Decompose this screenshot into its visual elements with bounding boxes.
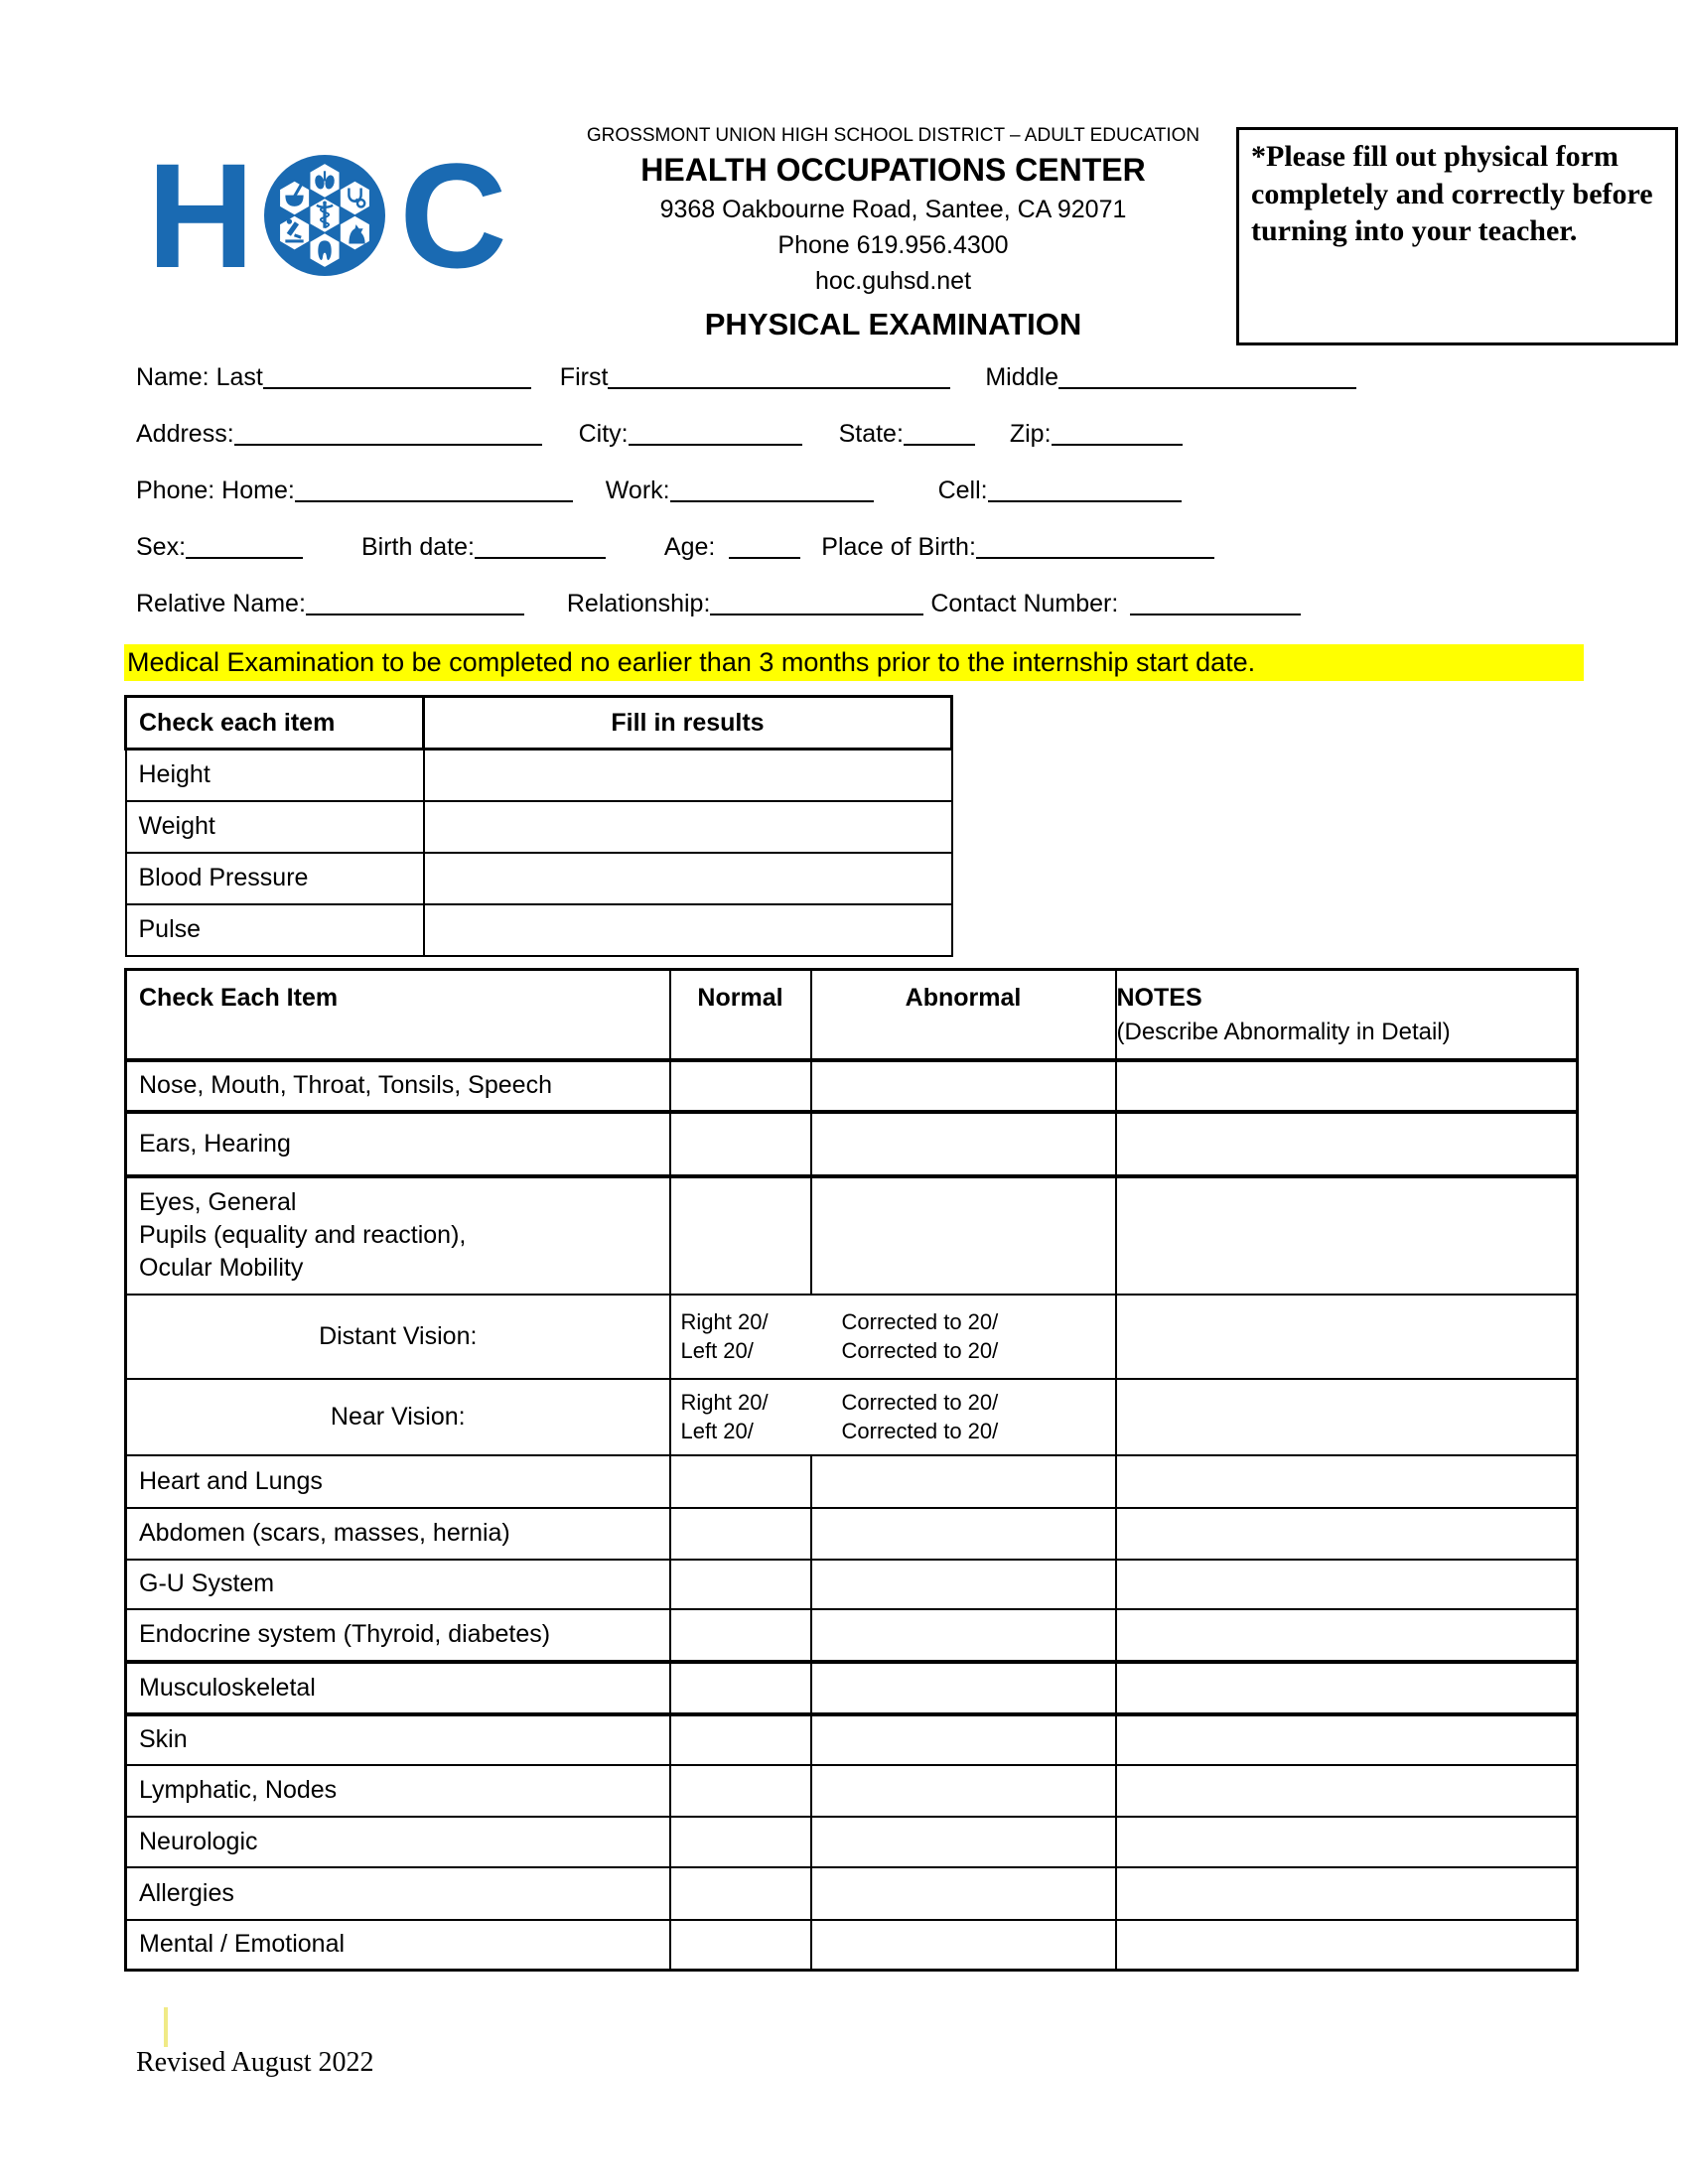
exam-row-near-vision: [126, 1379, 1578, 1455]
notes-cell[interactable]: [1116, 1176, 1578, 1295]
vitals-header-check-item: Check each item: [126, 697, 424, 750]
near-vision-left: Left 20/: [680, 1419, 754, 1443]
center-address: 9368 Oakbourne Road, Santee, CA 92071: [659, 196, 1127, 223]
normal-cell[interactable]: [670, 1112, 811, 1176]
normal-cell[interactable]: [670, 1817, 811, 1867]
city-label: City:: [578, 420, 629, 448]
exam-row-skin: [126, 1714, 1578, 1765]
abnormal-cell[interactable]: [811, 1662, 1116, 1714]
name-middle-label: Middle: [985, 363, 1059, 391]
exam-item-label: Lymphatic, Nodes: [126, 1765, 670, 1817]
blood-pressure-result-cell[interactable]: [424, 853, 952, 904]
state-field[interactable]: [904, 422, 975, 446]
exam-row-allergies: [126, 1867, 1578, 1920]
name-first-label: First: [559, 363, 609, 391]
abnormal-cell[interactable]: [811, 1609, 1116, 1662]
name-last-field[interactable]: [263, 365, 531, 389]
center-website: hoc.guhsd.net: [814, 267, 972, 295]
exam-row-nose-mouth: [126, 1060, 1578, 1112]
distant-vision-left: Left 20/: [680, 1338, 754, 1363]
exam-item-label: Endocrine system (Thyroid, diabetes): [126, 1609, 670, 1662]
notes-cell[interactable]: [1116, 1765, 1578, 1817]
field-row-demographics: [136, 533, 1586, 563]
notes-cell[interactable]: [1116, 1560, 1578, 1609]
patient-info-fields: [136, 363, 1586, 646]
address-label: Address:: [136, 420, 234, 448]
age-label: Age:: [663, 533, 716, 561]
exam-item-label: Abdomen (scars, masses, hernia): [126, 1508, 670, 1560]
exam-item-label: Ears, Hearing: [126, 1112, 670, 1176]
exam-item-label: Nose, Mouth, Throat, Tonsils, Speech: [126, 1060, 670, 1112]
sex-field[interactable]: [186, 535, 303, 559]
exam-item-label: G-U System: [126, 1560, 670, 1609]
pulse-result-cell[interactable]: [424, 904, 952, 956]
notes-cell[interactable]: [1116, 1379, 1578, 1455]
normal-cell[interactable]: [670, 1455, 811, 1508]
vitals-table: [124, 695, 953, 957]
birth-date-label: Birth date:: [360, 533, 475, 561]
name-last-label: Name: Last: [136, 363, 263, 391]
exam-row-heart-lungs: [126, 1455, 1578, 1508]
weight-result-cell[interactable]: [424, 801, 952, 853]
phone-cell-label: Cell:: [937, 477, 988, 504]
normal-cell[interactable]: [670, 1714, 811, 1765]
exam-item-label: Neurologic: [126, 1817, 670, 1867]
phone-work-label: Work:: [605, 477, 670, 504]
abnormal-cell[interactable]: [811, 1176, 1116, 1295]
abnormal-cell[interactable]: [811, 1765, 1116, 1817]
exam-row-endocrine: [126, 1609, 1578, 1662]
normal-cell[interactable]: [670, 1920, 811, 1971]
exam-item-label: Heart and Lungs: [126, 1455, 670, 1508]
teacher-note-box: *Please fill out physical form completely and correctly before turning into your teacher.: [1236, 127, 1678, 345]
district-line: GROSSMONT UNION HIGH SCHOOL DISTRICT – ADULT EDUCATION: [586, 125, 1200, 146]
exam-item-label: Skin: [126, 1714, 670, 1765]
phone-home-label: Phone: Home:: [136, 477, 295, 504]
field-row-relative: [136, 590, 1586, 619]
form-header: [548, 125, 1238, 342]
vitals-header-results: Fill in results: [424, 697, 952, 750]
normal-cell[interactable]: [670, 1060, 811, 1112]
logo-letter-h: H: [147, 132, 251, 299]
abnormal-cell[interactable]: [811, 1455, 1116, 1508]
exam-row-musculoskeletal: [126, 1662, 1578, 1714]
distant-vision-right: Right 20/: [680, 1309, 769, 1334]
sex-label: Sex:: [136, 533, 187, 561]
name-first-field[interactable]: [608, 365, 950, 389]
vitals-label: Blood Pressure: [126, 853, 424, 904]
distant-vision-values-cell[interactable]: [670, 1295, 1116, 1379]
place-of-birth-field[interactable]: [976, 535, 1214, 559]
notes-cell[interactable]: [1116, 1817, 1578, 1867]
place-of-birth-label: Place of Birth:: [821, 533, 976, 561]
exam-row-lymphatic: [126, 1765, 1578, 1817]
vitals-row-height: [126, 750, 952, 801]
vitals-label: Pulse: [126, 904, 424, 956]
abnormal-cell[interactable]: [811, 1508, 1116, 1560]
normal-cell[interactable]: [670, 1867, 811, 1920]
age-field[interactable]: [729, 535, 800, 559]
notes-cell[interactable]: [1116, 1920, 1578, 1971]
distant-vision-corrected-left: Corrected to 20/: [841, 1338, 999, 1363]
cursor-mark: [164, 2007, 168, 2047]
abnormal-cell[interactable]: [811, 1920, 1116, 1971]
phone-cell-field[interactable]: [988, 478, 1182, 502]
notes-cell[interactable]: [1116, 1060, 1578, 1112]
normal-cell[interactable]: [670, 1662, 811, 1714]
center-phone: Phone 619.956.4300: [777, 231, 1009, 259]
notes-cell[interactable]: [1116, 1508, 1578, 1560]
normal-cell[interactable]: [670, 1508, 811, 1560]
exam-item-label: Musculoskeletal: [126, 1662, 670, 1714]
vitals-label: Weight: [126, 801, 424, 853]
abnormal-cell[interactable]: [811, 1060, 1116, 1112]
vitals-row-blood-pressure: [126, 853, 952, 904]
distant-vision-label: Distant Vision:: [126, 1295, 670, 1379]
notes-cell[interactable]: [1116, 1609, 1578, 1662]
relationship-field[interactable]: [710, 592, 923, 615]
birth-date-field[interactable]: [475, 535, 606, 559]
normal-cell[interactable]: [670, 1176, 811, 1295]
exam-item-label: Eyes, General Pupils (equality and reaction), Ocular Mobility: [126, 1176, 670, 1295]
relationship-label: Relationship:: [566, 590, 711, 617]
contact-number-field[interactable]: [1130, 592, 1301, 615]
exam-header-notes: [1116, 970, 1578, 1060]
phone-work-field[interactable]: [670, 478, 874, 502]
vitals-label: Height: [126, 750, 424, 801]
notes-cell[interactable]: [1116, 1295, 1578, 1379]
notes-subtitle: (Describe Abnormality in Detail): [1116, 1019, 1451, 1045]
notes-cell[interactable]: [1116, 1867, 1578, 1920]
zip-field[interactable]: [1052, 422, 1183, 446]
revised-date: Revised August 2022: [136, 2047, 374, 2078]
city-field[interactable]: [629, 422, 802, 446]
exam-row-eyes: [126, 1176, 1578, 1295]
exam-item-label: Mental / Emotional: [126, 1920, 670, 1971]
near-vision-corrected-left: Corrected to 20/: [841, 1419, 999, 1443]
vitals-row-pulse: [126, 904, 952, 956]
normal-cell[interactable]: [670, 1765, 811, 1817]
examination-table: [124, 968, 1579, 1972]
near-vision-right: Right 20/: [680, 1390, 769, 1415]
medical-exam-notice: Medical Examination to be completed no earlier than 3 months prior to the internship start date.: [124, 644, 1584, 681]
center-name: HEALTH OCCUPATIONS CENTER: [640, 152, 1146, 188]
abnormal-cell[interactable]: [811, 1817, 1116, 1867]
exam-row-neurologic: [126, 1817, 1578, 1867]
phone-home-field[interactable]: [295, 478, 573, 502]
notes-cell[interactable]: [1116, 1455, 1578, 1508]
exam-row-gu-system: [126, 1560, 1578, 1609]
notes-cell[interactable]: [1116, 1112, 1578, 1176]
field-row-name: [136, 363, 1586, 393]
exam-row-distant-vision: [126, 1295, 1578, 1379]
near-vision-values-cell[interactable]: [670, 1379, 1116, 1455]
form-title: PHYSICAL EXAMINATION: [704, 307, 1082, 341]
abnormal-cell[interactable]: [811, 1714, 1116, 1765]
name-middle-field[interactable]: [1058, 365, 1356, 389]
near-vision-label: Near Vision:: [126, 1379, 670, 1455]
vitals-row-weight: [126, 801, 952, 853]
exam-header-check-item: Check Each Item: [126, 970, 670, 1060]
logo-letter-c: C: [399, 132, 503, 299]
hoc-logo: [147, 132, 503, 299]
field-row-address: [136, 420, 1586, 450]
relative-name-field[interactable]: [306, 592, 524, 615]
exam-item-label: Allergies: [126, 1867, 670, 1920]
notes-cell[interactable]: [1116, 1714, 1578, 1765]
near-vision-corrected-right: Corrected to 20/: [841, 1390, 999, 1415]
zip-label: Zip:: [1009, 420, 1052, 448]
exam-header-abnormal: Abnormal: [811, 970, 1116, 1060]
height-result-cell[interactable]: [424, 750, 952, 801]
exam-row-mental-emotional: [126, 1920, 1578, 1971]
distant-vision-corrected-right: Corrected to 20/: [841, 1309, 999, 1334]
hoc-logo-circle: [264, 155, 385, 276]
relative-name-label: Relative Name:: [136, 590, 306, 617]
normal-cell[interactable]: [670, 1609, 811, 1662]
exam-header-normal: Normal: [670, 970, 811, 1060]
abnormal-cell[interactable]: [811, 1867, 1116, 1920]
contact-number-label: Contact Number:: [930, 590, 1119, 617]
abnormal-cell[interactable]: [811, 1112, 1116, 1176]
normal-cell[interactable]: [670, 1560, 811, 1609]
field-row-phone: [136, 477, 1586, 506]
notes-title: NOTES: [1116, 984, 1202, 1012]
state-label: State:: [838, 420, 904, 448]
exam-row-ears-hearing: [126, 1112, 1578, 1176]
exam-row-abdomen: [126, 1508, 1578, 1560]
abnormal-cell[interactable]: [811, 1560, 1116, 1609]
address-field[interactable]: [234, 422, 542, 446]
notes-cell[interactable]: [1116, 1662, 1578, 1714]
